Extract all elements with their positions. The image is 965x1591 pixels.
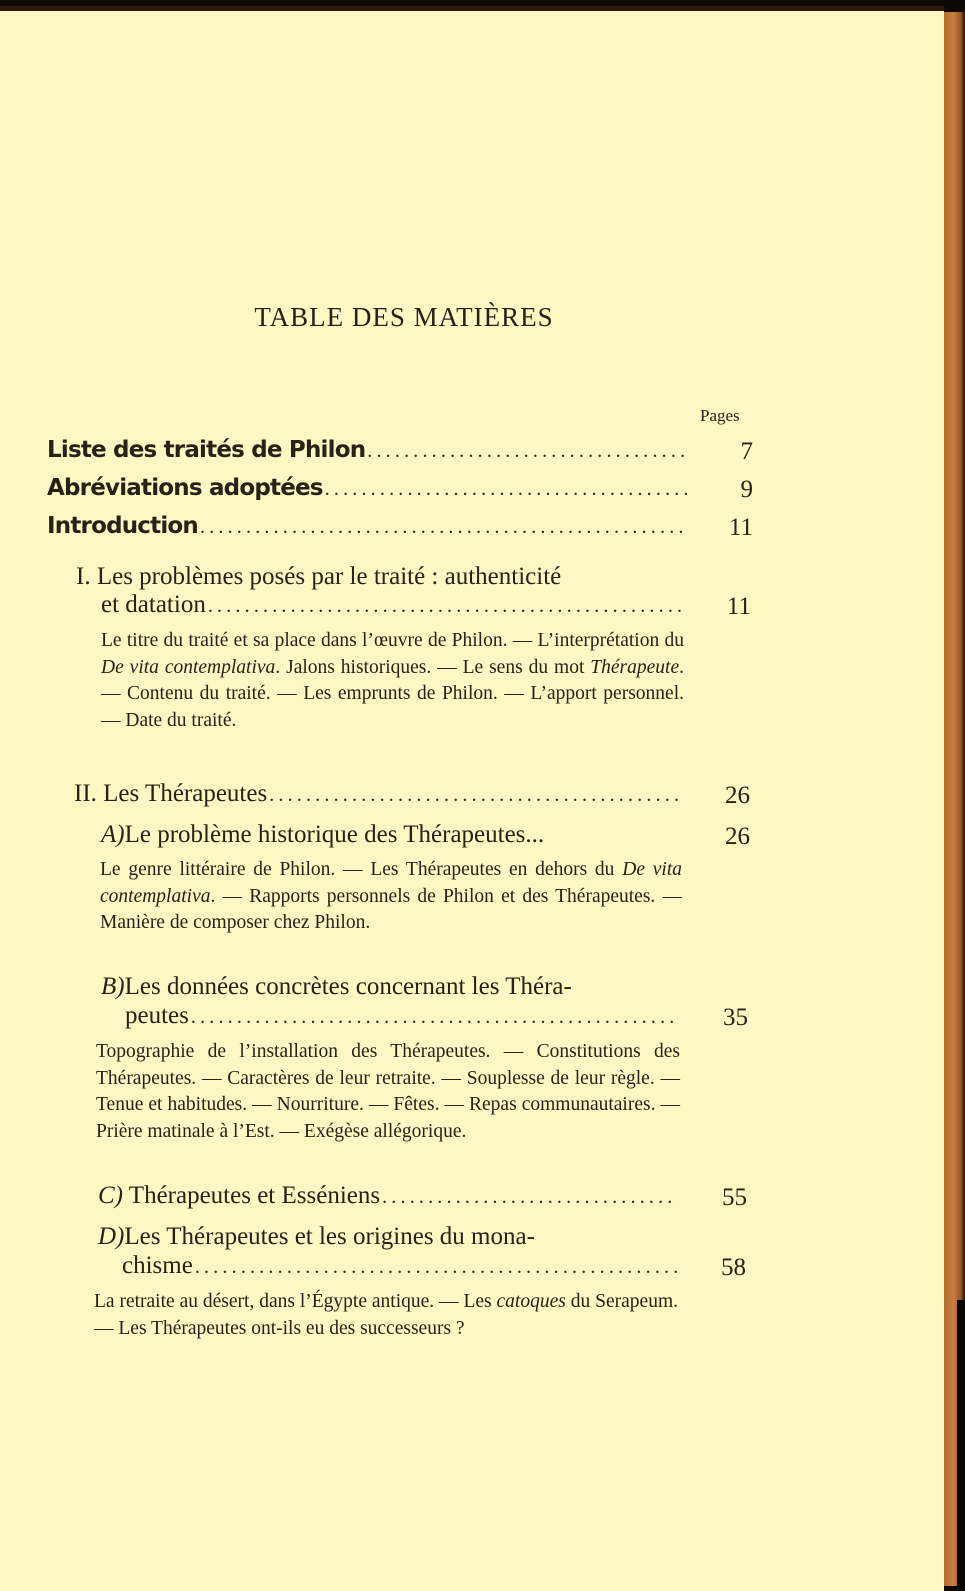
toc-entry-label: Liste des traités de Philon — [47, 437, 366, 463]
page-edge-shadow — [957, 1300, 965, 1586]
subsection-d-description: La retraite au désert, dans l’Égypte antique. — Les catoques du Serapeum. — Les Thérapeutes ont-ils eu des successeurs ? — [94, 1291, 678, 1339]
subsection-c-heading[interactable]: C) Thérapeutes et Esséniens ..... — [98, 1182, 678, 1210]
section-i-page: 11 — [726, 593, 751, 620]
toc-entry-label: Abréviations adoptées — [47, 475, 323, 501]
section-i-description: Le titre du traité et sa place dans l’œuvre de Philon. — L’interprétation du De vita contemplativa. Jalons historiques. — Le sens du mot Thérapeute. — Contenu du traité. — Les emprunts de Philon. — L’apport personnel. — Date du traité. — [101, 630, 684, 731]
toc-entry[interactable] — [47, 475, 687, 501]
leader-dots — [195, 1256, 677, 1279]
leader-dots — [367, 440, 687, 463]
section-i-heading-cont[interactable]: et datation ..... — [101, 591, 685, 619]
leader-dots — [325, 478, 687, 501]
subsection-a-heading[interactable]: A) Le problème historique des Thérapeutes... — [101, 821, 545, 848]
section-i-heading[interactable]: I. Les problèmes posés par le traité : authenticité — [76, 563, 562, 590]
toc-entry-label: Introduction — [47, 513, 198, 539]
subsection-a-page: 26 — [725, 823, 750, 850]
section-ii-heading[interactable]: II. Les Thérapeutes ..... — [74, 780, 684, 808]
leader-dots — [382, 1186, 678, 1209]
subsection-b-heading[interactable]: B) Les données concrètes concernant les Théra- — [101, 973, 572, 1000]
leader-dots — [200, 516, 687, 539]
leader-dots — [191, 1006, 679, 1029]
leader-dots — [208, 595, 685, 618]
subsection-d-heading-cont[interactable]: chisme ..... — [122, 1252, 677, 1280]
subsection-b-heading-cont[interactable]: peutes ..... — [125, 1002, 679, 1030]
leader-dots — [269, 784, 684, 807]
subsection-c-page: 55 — [722, 1184, 747, 1211]
toc-entry[interactable] — [47, 513, 687, 539]
page-title: TABLE DES MATIÈRES — [254, 302, 554, 332]
subsection-a-description: Le genre littéraire de Philon. — Les Thérapeutes en dehors du De vita contemplativa. — Rapports personnels de Philon et des Thérapeutes. — Manière de composer chez Philon. — [100, 859, 682, 933]
toc-entry-page: 7 — [740, 438, 753, 465]
subsection-b-page: 35 — [723, 1004, 748, 1031]
pages-column-label: Pages — [700, 406, 740, 425]
toc-entry-page: 9 — [740, 476, 753, 503]
section-ii-page: 26 — [725, 782, 750, 809]
subsection-b-description: Topographie de l’installation des Thérapeutes. — Constitutions des Thérapeutes. — Caractères de leur retraite. — Souplesse de leur règle. — Tenue et habitudes. — Nourriture. — Fêtes. — Repas communautaires. — Prière matinale à l’Est. — Exégèse allégorique. — [96, 1041, 680, 1142]
toc-entry-page: 11 — [728, 514, 753, 541]
subsection-d-page: 58 — [721, 1254, 746, 1281]
subsection-d-heading[interactable]: D) Les Thérapeutes et les origines du mona- — [98, 1223, 535, 1250]
toc-entry[interactable] — [47, 437, 687, 463]
